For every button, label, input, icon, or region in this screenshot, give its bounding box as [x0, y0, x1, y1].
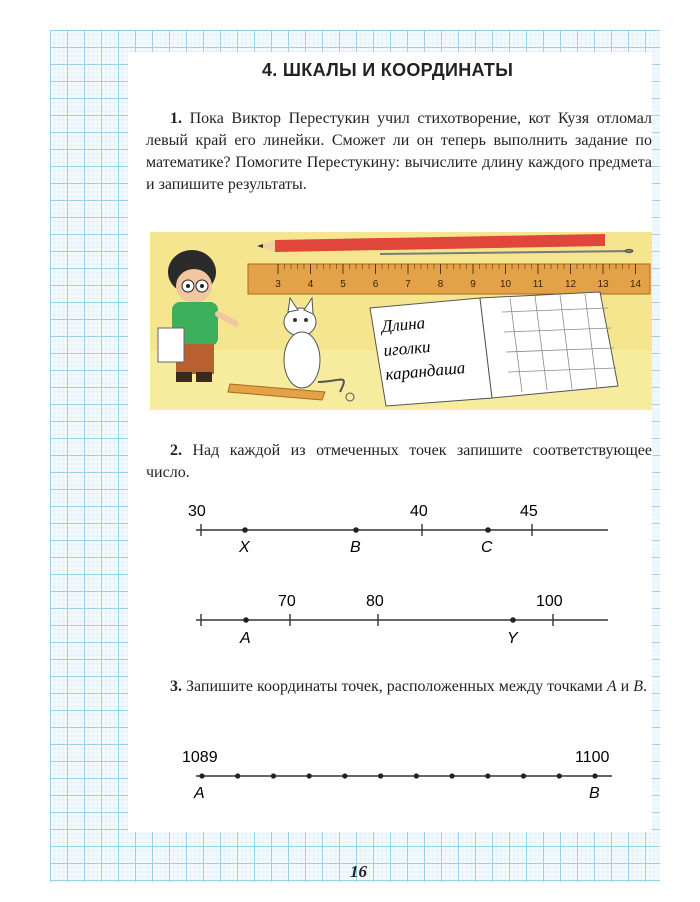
scale-2-label-y: Y [507, 630, 518, 647]
notebook-line-1: Длина [380, 313, 426, 336]
page-number: 16 [350, 862, 367, 881]
scale-2 [150, 588, 620, 650]
scale-3-label-a: A [194, 785, 205, 802]
notebook-line-2: иголки [382, 336, 432, 360]
scale-1-point-c [485, 527, 491, 533]
scale-2-label-a: A [240, 630, 251, 647]
open-notebook-icon [370, 292, 618, 406]
scale-1-label-x: X [239, 539, 250, 556]
scale-3-point [592, 773, 597, 778]
scale-3-point [521, 773, 526, 778]
scale-3-number-end: 1100 [575, 749, 610, 766]
scale-2-point-a [243, 617, 249, 623]
scale-3-point [485, 773, 490, 778]
ruler-icon [248, 264, 650, 294]
illustration-perestukin [150, 232, 652, 410]
section-title: 4. ШКАЛЫ И КООРДИНАТЫ [262, 60, 514, 80]
ruler-number: 9 [470, 279, 476, 290]
task-2-number: 2. [170, 442, 182, 459]
scale-3-point [557, 773, 562, 778]
scale-1-label-c: C [481, 539, 493, 556]
ruler-number: 8 [437, 279, 444, 290]
scale-1-number-30: 30 [188, 503, 206, 520]
task-1-number: 1. [170, 110, 182, 127]
scale-3-point [199, 773, 204, 778]
ruler-number: 11 [532, 279, 544, 290]
scale-1-number-40: 40 [410, 503, 428, 520]
task-3-body: Запишите координаты точек, расположенных между точками [186, 678, 603, 695]
task-3-point-b: B [633, 678, 643, 695]
ruler-number: 10 [499, 279, 512, 290]
task-3-point-a: A [606, 678, 617, 695]
scale-2-number-100: 100 [536, 593, 563, 610]
task-1-text [146, 108, 652, 196]
ruler-number: 5 [340, 279, 346, 290]
scale-1 [150, 498, 620, 560]
task-3-text: 3. Запишите координаты точек, расположенных между точками A и B. [170, 678, 647, 695]
scale-1-point-b [353, 527, 359, 533]
ruler-number: 13 [597, 279, 609, 290]
ruler-number: 14 [629, 279, 642, 290]
ruler-number: 7 [405, 279, 411, 290]
task-2-body: Над каждой из отмеченных точек запишите соответствующее число. [146, 442, 653, 481]
scale-3-label-b: B [589, 785, 600, 802]
scale-3-point [235, 773, 240, 778]
scale-1-point-x [242, 527, 248, 533]
scale-1-label-b: B [350, 539, 361, 556]
task-3-number: 3. [170, 678, 182, 695]
scale-2-number-70: 70 [278, 593, 296, 610]
scale-2-point-y [510, 617, 516, 623]
scale-3-point [449, 773, 454, 778]
scale-1-number-45: 45 [520, 503, 538, 520]
ruler-number: 3 [275, 279, 281, 290]
scale-3 [150, 744, 620, 806]
scale-3-number-start: 1089 [182, 749, 218, 766]
scale-3-point [342, 773, 347, 778]
task-2-text [146, 440, 652, 484]
scale-3-point [271, 773, 276, 778]
scale-2-number-80: 80 [366, 593, 384, 610]
scale-3-point [414, 773, 419, 778]
ruler-number: 12 [564, 279, 577, 290]
ruler-number: 6 [372, 279, 379, 290]
task-3-conj: и [620, 678, 630, 695]
notebook-line-3: карандаша [384, 358, 466, 384]
scale-3-point [378, 773, 383, 778]
ruler-number: 4 [307, 279, 314, 290]
scale-3-point [307, 773, 312, 778]
task-1-body: Пока Виктор Перестукин учил стихотворение, кот Кузя отломал левый край его линейки. Сможет ли он теперь выполнить задание по математике? Помогите Перестукину: вычислите длину каждого предмета и запишите результаты. [146, 110, 653, 193]
